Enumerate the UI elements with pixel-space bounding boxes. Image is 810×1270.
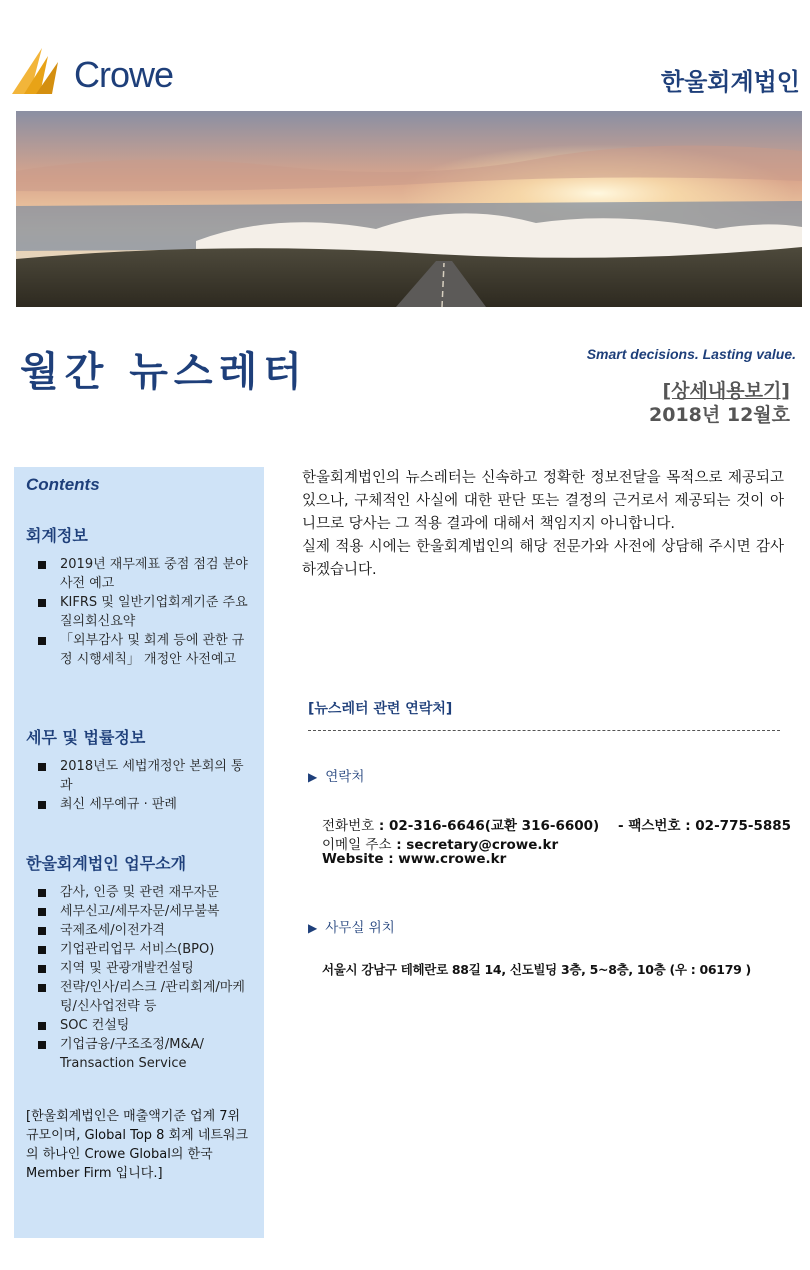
disclaimer-text <box>302 467 784 582</box>
triangle-right-icon: ▶ <box>308 770 318 784</box>
office-address: 서울시 강남구 테헤란로 88길 14, 신도빌딩 3층, 5~8층, 10층 (우 : 06179 ) <box>322 962 751 977</box>
issue-date: 2018년 12월호 <box>649 404 790 426</box>
list-item[interactable]: 최신 세무예규 · 판례 <box>14 795 264 814</box>
dashed-divider <box>308 730 780 731</box>
tax-legal-list <box>14 757 264 814</box>
firm-note: [한울회계법인은 매출액기준 업계 7위 규모이며, Global Top 8 회계 네트워크의 하나인 Crowe Global의 한국 Member Firm 입니다.] <box>26 1109 249 1181</box>
list-item: 기업금융/구조조정/M&A/ Transaction Service <box>14 1035 264 1073</box>
consult-paragraph: 실제 적용 시에는 한울회계법인의 해당 전문가와 사전에 상담해 주시면 감사하겠습니다. <box>302 539 784 578</box>
list-item: SOC 컨설팅 <box>14 1016 264 1035</box>
triangle-right-icon: ▶ <box>308 921 318 935</box>
section-title-tax-legal: 세무 및 법률정보 <box>26 728 146 747</box>
website-link[interactable]: Website : www.crowe.kr <box>322 851 507 867</box>
accounting-list <box>14 555 264 669</box>
list-item: 전략/인사/리스크 /관리회계/마케팅/신사업전략 등 <box>14 978 264 1016</box>
list-item[interactable]: 2018년도 세법개정안 본회의 통과 <box>14 757 264 795</box>
contact-heading: [뉴스레터 관련 연락처] <box>308 701 453 717</box>
contact-subheading <box>308 765 364 785</box>
email-label: 이메일 주소 <box>322 837 392 853</box>
phone-fax-line <box>322 814 791 834</box>
list-item: 국제조세/이전가격 <box>14 921 264 940</box>
list-item[interactable]: 2019년 재무제표 중점 점검 분야 사전 예고 <box>14 555 264 593</box>
view-details-link[interactable]: [상세내용보기] <box>662 380 790 402</box>
newsletter-title: 월간 뉴스레터 <box>20 349 308 395</box>
list-item[interactable]: 「외부감사 및 회계 등에 관한 규정 시행세칙」 개정안 사전예고 <box>14 631 264 669</box>
tagline: Smart decisions. Lasting value. <box>586 346 796 362</box>
hero-sunset-image <box>16 111 802 307</box>
email-line <box>322 833 558 853</box>
services-list <box>14 883 264 1073</box>
office-label: 사무실 위치 <box>325 920 395 936</box>
contact-label: 연락처 <box>325 769 365 785</box>
email-value[interactable]: : secretary@crowe.kr <box>396 837 559 853</box>
disclaimer-paragraph: 한울회계법인의 뉴스레터는 신속하고 정확한 정보전달을 목적으로 제공되고 있으나, 구체적인 사실에 대한 판단 또는 결정의 근거로서 제공되는 것이 아니므로 당사는 그 적용 결과에 대해서 책임지지 아니합니다. <box>302 470 784 532</box>
section-title-services: 한울회계법인 업무소개 <box>26 854 187 873</box>
section-title-accounting: 회계정보 <box>26 526 88 545</box>
list-item: 세무신고/세무자문/세무불복 <box>14 902 264 921</box>
contents-heading: Contents <box>26 475 100 494</box>
firm-name: 한울회계법인 <box>660 68 800 96</box>
list-item: 감사, 인증 및 관련 재무자문 <box>14 883 264 902</box>
list-item[interactable]: KIFRS 및 일반기업회계기준 주요 질의회신요약 <box>14 593 264 631</box>
fax-label: - 팩스번호 <box>618 818 681 834</box>
contents-sidebar <box>14 467 264 1238</box>
list-item: 기업관리업무 서비스(BPO) <box>14 940 264 959</box>
phone-value: : 02-316-6646(교환 316-6600) <box>378 818 600 834</box>
fax-value: : 02-775-5885 <box>685 818 792 834</box>
crowe-logo-icon <box>12 46 68 96</box>
phone-label: 전화번호 <box>322 818 375 834</box>
office-subheading <box>308 916 395 936</box>
logo-wordmark: Crowe <box>74 54 174 95</box>
list-item: 지역 및 관광개발컨설팅 <box>14 959 264 978</box>
